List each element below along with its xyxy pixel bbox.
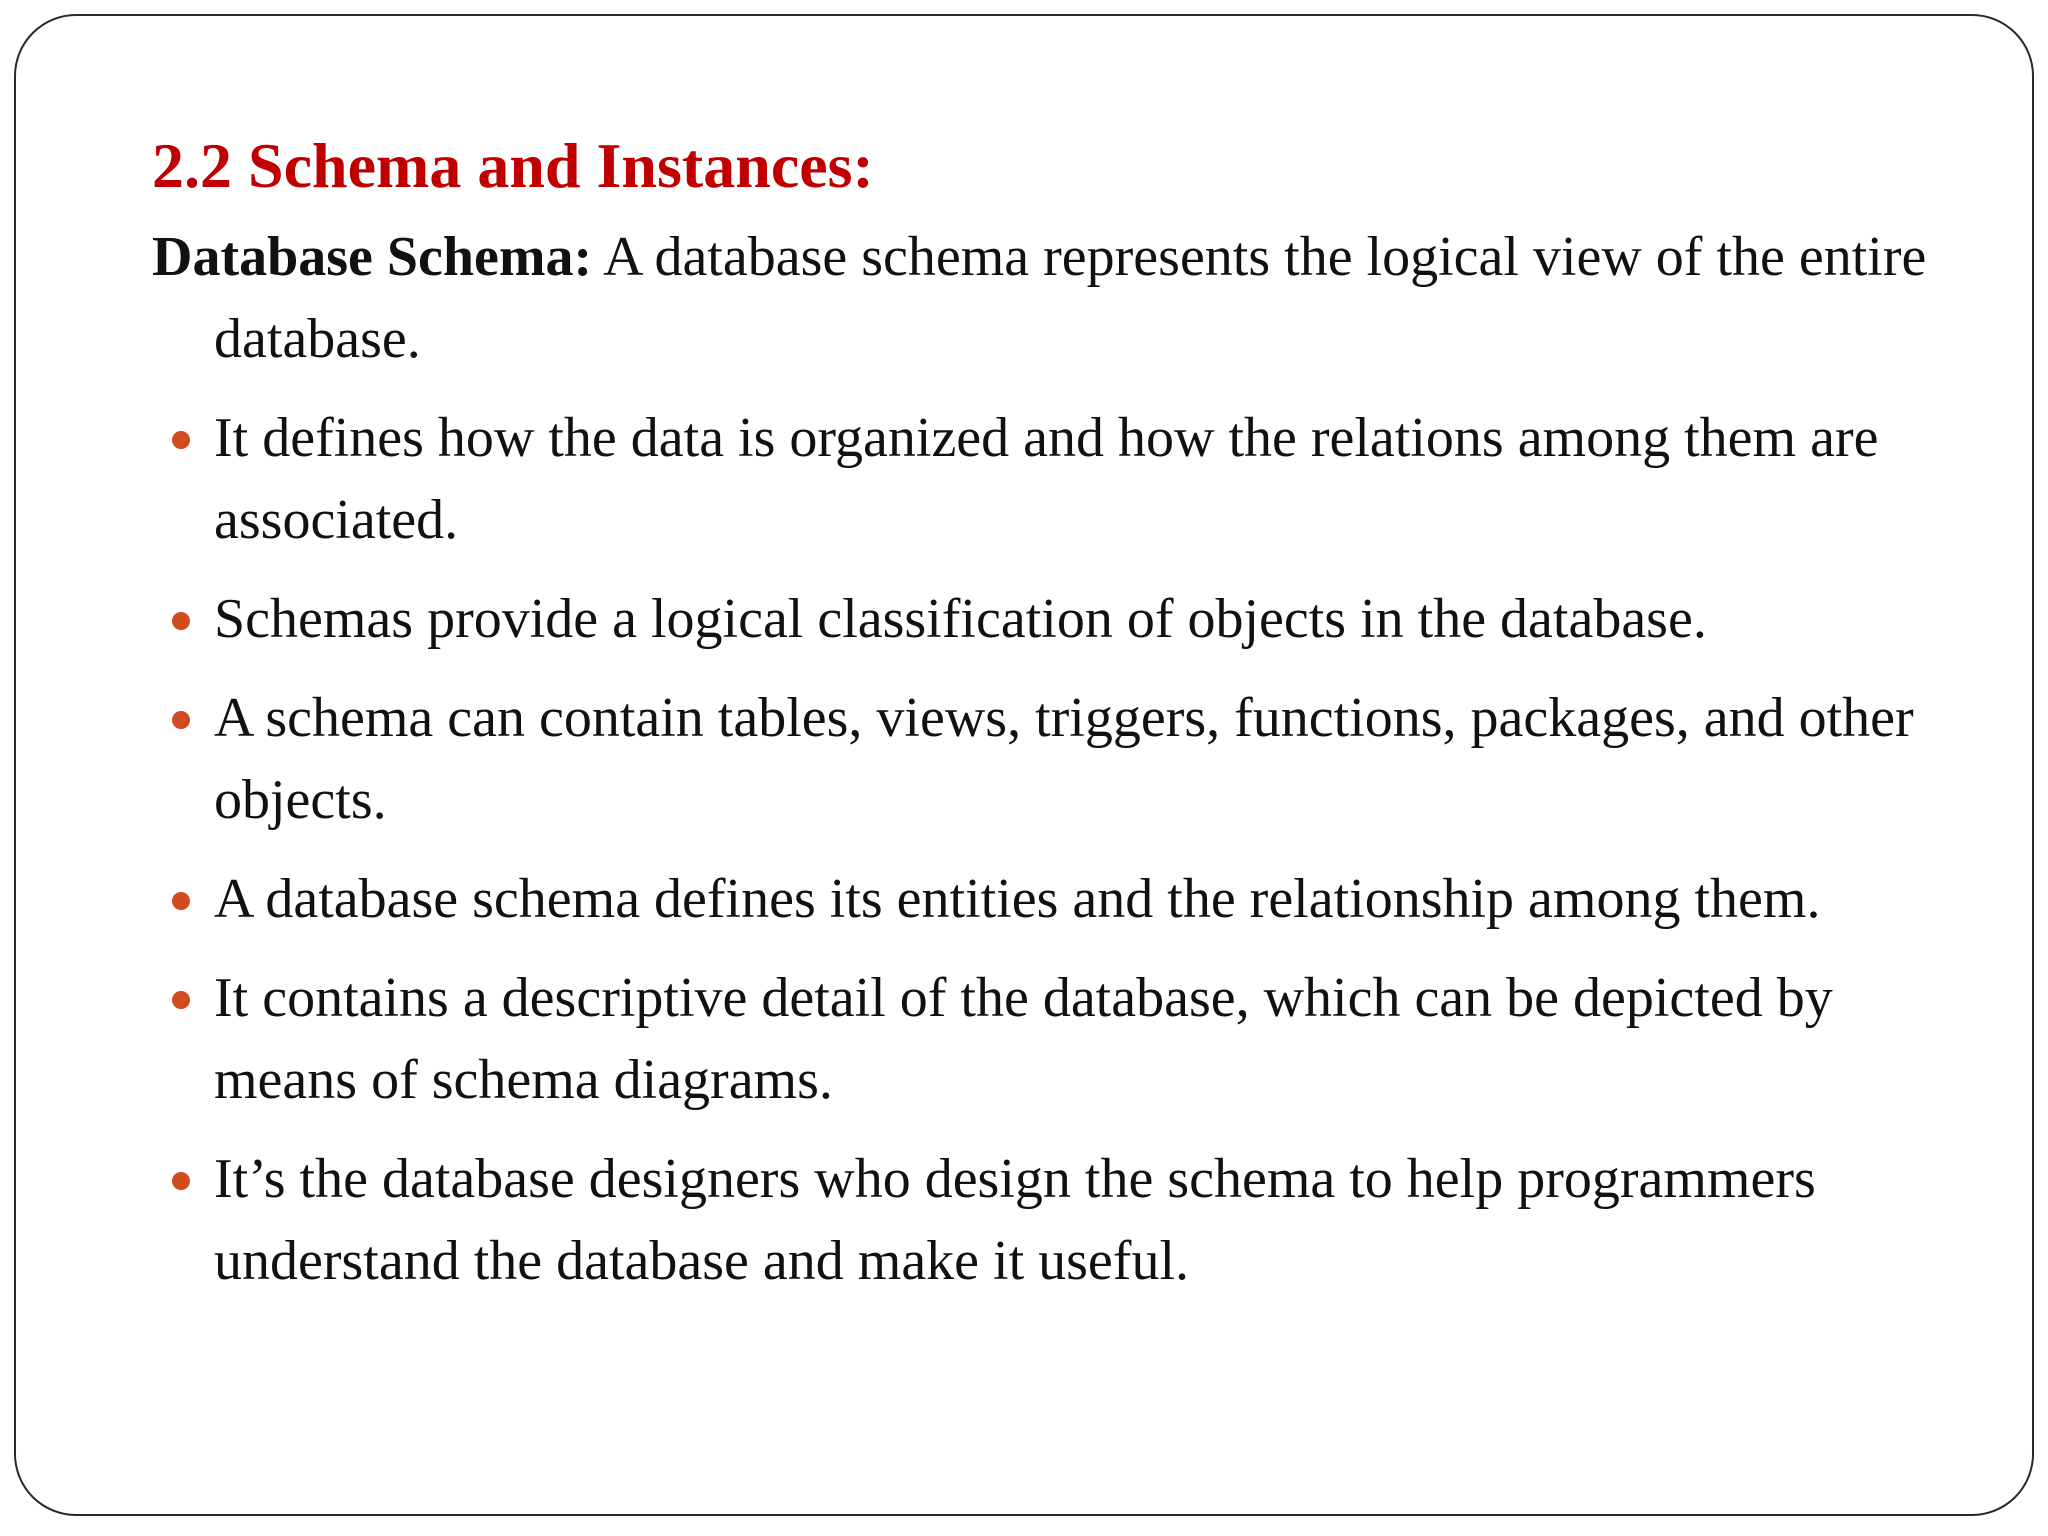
slide-title: 2.2 Schema and Instances: — [152, 130, 874, 201]
definition-paragraph — [152, 216, 1972, 380]
bullet-text: A database schema defines its entities and the relationship among them. — [214, 868, 1821, 930]
bullet-text: A schema can contain tables, views, triggers, functions, packages, and other objects. — [214, 687, 1914, 831]
bullet-dot-icon — [172, 991, 190, 1009]
bullet-text: It’s the database designers who design the schema to help programmers understand the database and make it useful. — [214, 1148, 1816, 1292]
list-item — [152, 677, 1972, 841]
bullet-dot-icon — [172, 612, 190, 630]
definition-term: Database Schema: — [152, 226, 593, 288]
bullet-dot-icon — [172, 892, 190, 910]
list-item — [152, 578, 1972, 660]
slide-content — [152, 116, 1972, 1302]
bullet-dot-icon — [172, 431, 190, 449]
slide-frame — [14, 14, 2034, 1516]
bullet-text: Schemas provide a logical classification of objects in the database. — [214, 588, 1707, 650]
list-item — [152, 1138, 1972, 1302]
bullet-text: It contains a descriptive detail of the database, which can be depicted by means of schema diagrams. — [214, 967, 1833, 1111]
bullet-list — [152, 397, 1972, 1302]
definition-text: A database schema represents the logical view of the entire database. — [214, 226, 1927, 370]
bullet-dot-icon — [172, 711, 190, 729]
bullet-dot-icon — [172, 1172, 190, 1190]
bullet-text: It defines how the data is organized and how the relations among them are associated. — [214, 407, 1879, 551]
list-item — [152, 957, 1972, 1121]
list-item — [152, 858, 1972, 940]
list-item — [152, 397, 1972, 561]
